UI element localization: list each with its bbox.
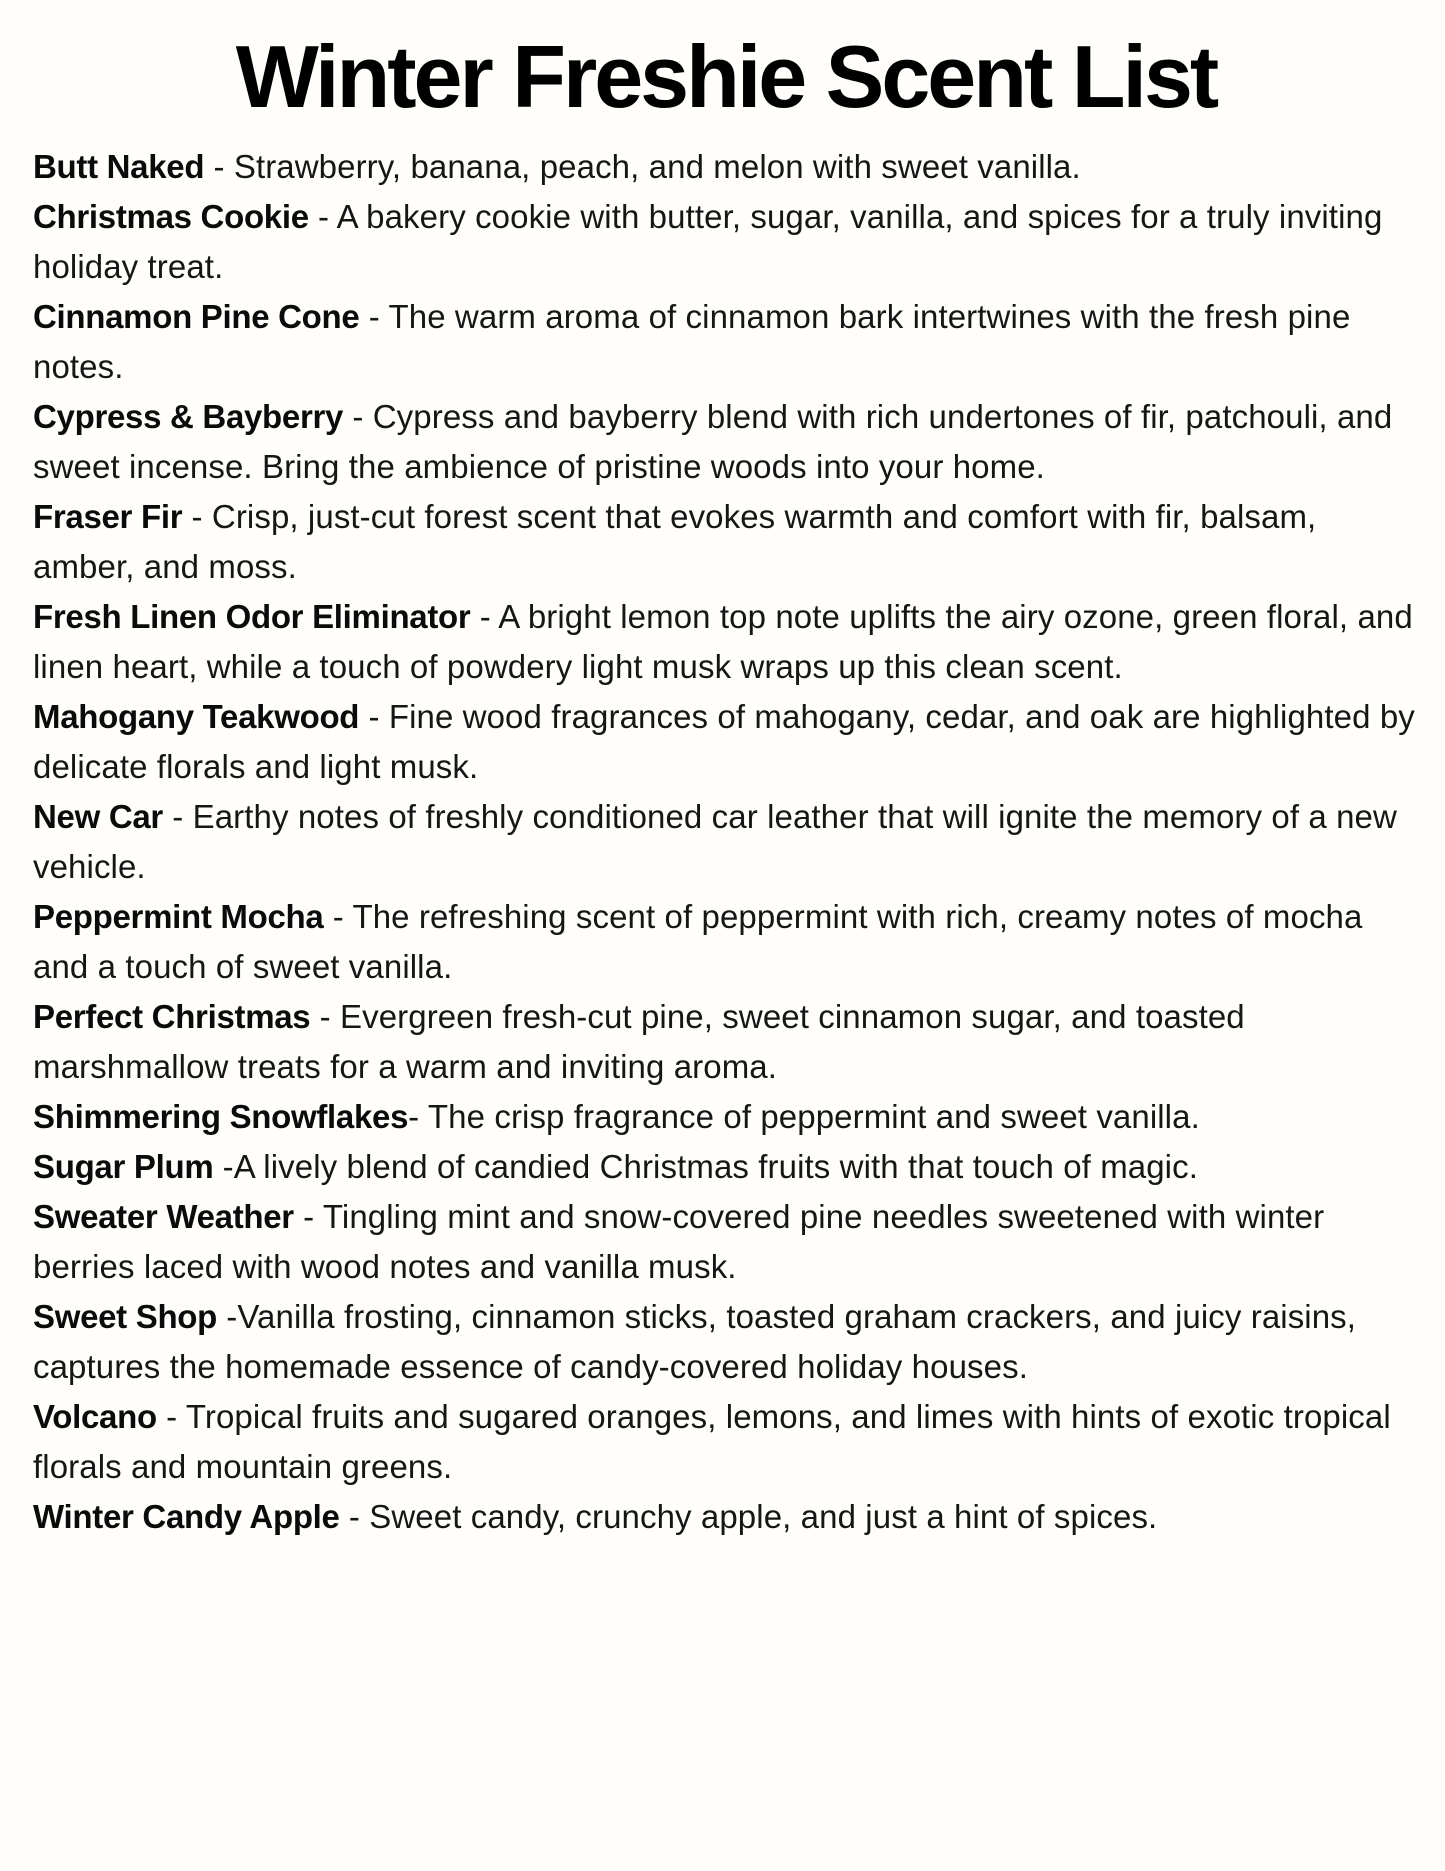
scent-description: A lively blend of candied Christmas fruits with that touch of magic. [233,1147,1198,1185]
scent-description: Crisp, just-cut forest scent that evokes warmth and comfort with fir, balsam, amber, and moss. [33,497,1317,585]
scent-name: Fresh Linen Odor Eliminator [33,597,471,635]
scent-separator: - [293,1197,323,1235]
scent-description: The crisp fragrance of peppermint and sweet vanilla. [427,1097,1200,1135]
scent-entry-volcano [33,1392,1419,1492]
scent-name: Christmas Cookie [33,197,309,235]
scent-separator: - [182,497,212,535]
scent-entry-sugar-plum [33,1142,1419,1192]
scent-entry-butt-naked [33,142,1419,192]
scent-entry-winter-candy-apple [33,1492,1419,1542]
scent-list [33,142,1419,1542]
scent-entry-sweet-shop [33,1292,1419,1392]
scent-separator: - [359,297,389,335]
scent-description: Earthy notes of freshly conditioned car leather that will ignite the memory of a new vehicle. [33,797,1397,885]
scent-name: Sweet Shop [33,1297,218,1335]
scent-separator: - [310,997,340,1035]
scent-entry-fresh-linen-odor-eliminator [33,592,1419,692]
scent-separator: - [343,397,373,435]
scent-separator: - [359,697,389,735]
scent-entry-christmas-cookie [33,192,1419,292]
scent-separator: - [156,1397,186,1435]
scent-separator: - [308,197,337,235]
scent-name: Peppermint Mocha [33,897,324,935]
scent-description: Strawberry, banana, peach, and melon with sweet vanilla. [233,147,1081,185]
scent-separator: - [213,1147,234,1185]
scent-entry-fraser-fir [33,492,1419,592]
scent-description: Cypress and bayberry blend with rich undertones of fir, patchouli, and sweet incense. Bring the ambience of pristine woods into your home. [33,397,1393,485]
scent-separator: - [217,1297,238,1335]
scent-entry-cypress-bayberry [33,392,1419,492]
scent-description: Vanilla frosting, cinnamon sticks, toasted graham crackers, and juicy raisins, captures the homemade essence of candy-covered holiday houses. [33,1297,1357,1385]
scent-description: Fine wood fragrances of mahogany, cedar, and oak are highlighted by delicate florals and light musk. [33,697,1415,785]
scent-separator: - [470,597,499,635]
scent-description: Sweet candy, crunchy apple, and just a hint of spices. [369,1497,1158,1535]
scent-name: Fraser Fir [33,497,183,535]
scent-name: Sweater Weather [33,1197,294,1235]
scent-description: Evergreen fresh-cut pine, sweet cinnamon sugar, and toasted marshmallow treats for a warm and inviting aroma. [33,997,1245,1085]
scent-separator: - [204,147,234,185]
scent-entry-cinnamon-pine-cone [33,292,1419,392]
scent-entry-mahogany-teakwood [33,692,1419,792]
scent-name: Sugar Plum [33,1147,214,1185]
scent-description: A bright lemon top note uplifts the airy ozone, green floral, and linen heart, while a touch of powdery light musk wraps up this clean scent. [33,597,1413,685]
scent-separator: - [408,1097,428,1135]
scent-entry-new-car [33,792,1419,892]
scent-description: Tropical fruits and sugared oranges, lemons, and limes with hints of exotic tropical florals and mountain greens. [33,1397,1391,1485]
scent-separator: - [339,1497,370,1535]
scent-entry-peppermint-mocha [33,892,1419,992]
scent-name: Butt Naked [33,147,205,185]
scent-entry-perfect-christmas [33,992,1419,1092]
scent-name: Cypress & Bayberry [33,397,344,435]
scent-name: Winter Candy Apple [33,1497,340,1535]
scent-name: Volcano [33,1397,157,1435]
scent-name: Perfect Christmas [33,997,311,1035]
scent-name: Shimmering Snowflakes [33,1097,409,1135]
page-title: Winter Freshie Scent List [235,27,1217,126]
scent-entry-shimmering-snowflakes [33,1092,1419,1142]
scent-entry-sweater-weather [33,1192,1419,1292]
scent-name: New Car [33,797,163,835]
scent-description: Tingling mint and snow-covered pine needles sweetened with winter berries laced with wood notes and vanilla musk. [33,1197,1325,1285]
scent-description: A bakery cookie with butter, sugar, vanilla, and spices for a truly inviting holiday treat. [33,197,1383,285]
scent-name: Cinnamon Pine Cone [33,297,360,335]
scent-separator: - [162,797,193,835]
scent-description: The refreshing scent of peppermint with rich, creamy notes of mocha and a touch of sweet vanilla. [33,897,1363,985]
scent-separator: - [323,897,353,935]
scent-name: Mahogany Teakwood [33,697,360,735]
scent-description: The warm aroma of cinnamon bark intertwines with the fresh pine notes. [33,297,1351,385]
